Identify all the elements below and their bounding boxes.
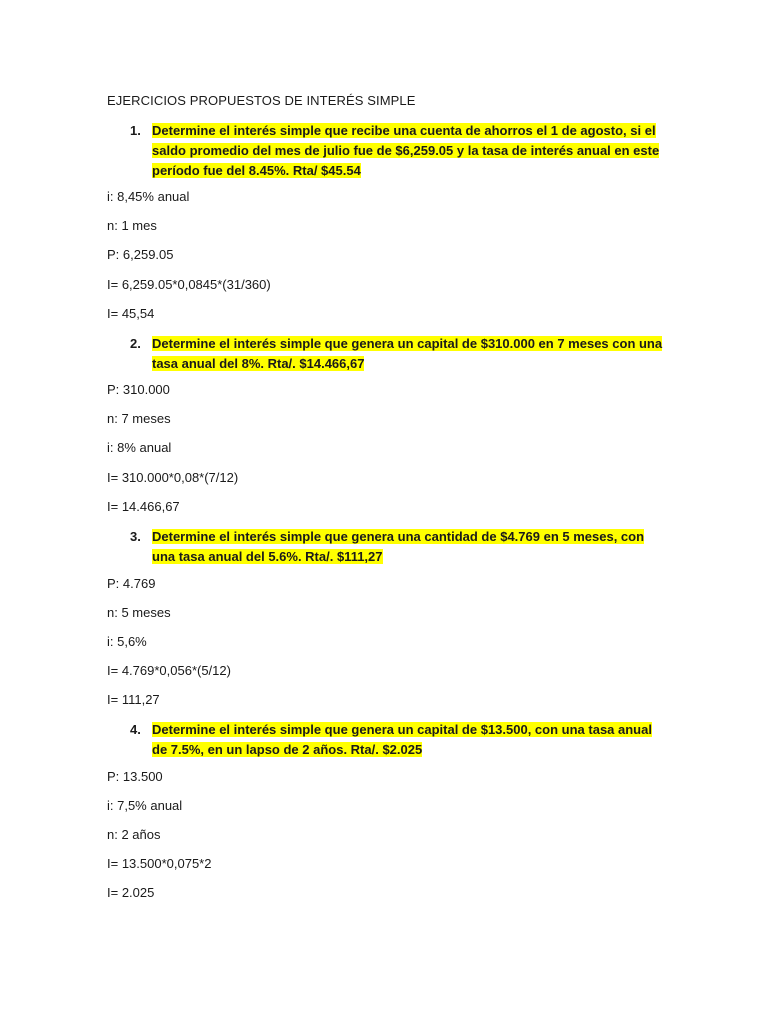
exercise-4-statement	[130, 720, 670, 760]
exercise-number: 3.	[130, 529, 141, 544]
document-title: EJERCICIOS PROPUESTOS DE INTERÉS SIMPLE	[107, 93, 416, 108]
exercise-number: 4.	[130, 722, 141, 737]
exercise-number: 2.	[130, 336, 141, 351]
exercise-1-line: P: 6,259.05	[107, 247, 174, 262]
exercise-2-line: I= 14.466,67	[107, 499, 180, 514]
exercise-2-line: i: 8% anual	[107, 440, 172, 455]
exercise-3-line: P: 4.769	[107, 576, 156, 591]
exercise-4-line: n: 2 años	[107, 827, 161, 842]
exercise-3-statement	[130, 527, 670, 567]
exercise-3-line: I= 4.769*0,056*(5/12)	[107, 663, 231, 678]
exercise-4-line: i: 7,5% anual	[107, 798, 183, 813]
exercise-1-line: i: 8,45% anual	[107, 189, 190, 204]
exercise-4-line: I= 2.025	[107, 885, 155, 900]
exercise-1-line: I= 6,259.05*0,0845*(31/360)	[107, 277, 271, 292]
exercise-1-line: n: 1 mes	[107, 218, 157, 233]
exercise-3-line: i: 5,6%	[107, 634, 147, 649]
exercise-4-line: I= 13.500*0,075*2	[107, 856, 212, 871]
exercise-text: Determine el interés simple que recibe una cuenta de ahorros el 1 de agosto, si el saldo promedio del mes de julio fue de $6,259.05 y la tasa de interés anual en este período fue del 8.45%. Rta/ $45.54	[152, 123, 660, 178]
exercise-2-statement	[130, 334, 670, 374]
exercise-4-line: P: 13.500	[107, 769, 163, 784]
exercise-1-statement	[130, 121, 670, 181]
exercise-2-line: I= 310.000*0,08*(7/12)	[107, 470, 239, 485]
exercise-text: Determine el interés simple que genera un capital de $310.000 en 7 meses con una tasa anual del 8%. Rta/. $14.466,67	[152, 336, 663, 371]
exercise-3-line: n: 5 meses	[107, 605, 171, 620]
exercise-2-line: P: 310.000	[107, 382, 170, 397]
exercise-text: Determine el interés simple que genera un capital de $13.500, con una tasa anual de 7.5%, en un lapso de 2 años. Rta/. $2.025	[152, 722, 652, 757]
exercise-3-line: I= 111,27	[107, 692, 160, 707]
exercise-text: Determine el interés simple que genera una cantidad de $4.769 en 5 meses, con una tasa anual del 5.6%. Rta/. $111,27	[152, 529, 645, 564]
exercise-number: 1.	[130, 123, 141, 138]
exercise-1-line: I= 45,54	[107, 306, 155, 321]
exercise-2-line: n: 7 meses	[107, 411, 171, 426]
